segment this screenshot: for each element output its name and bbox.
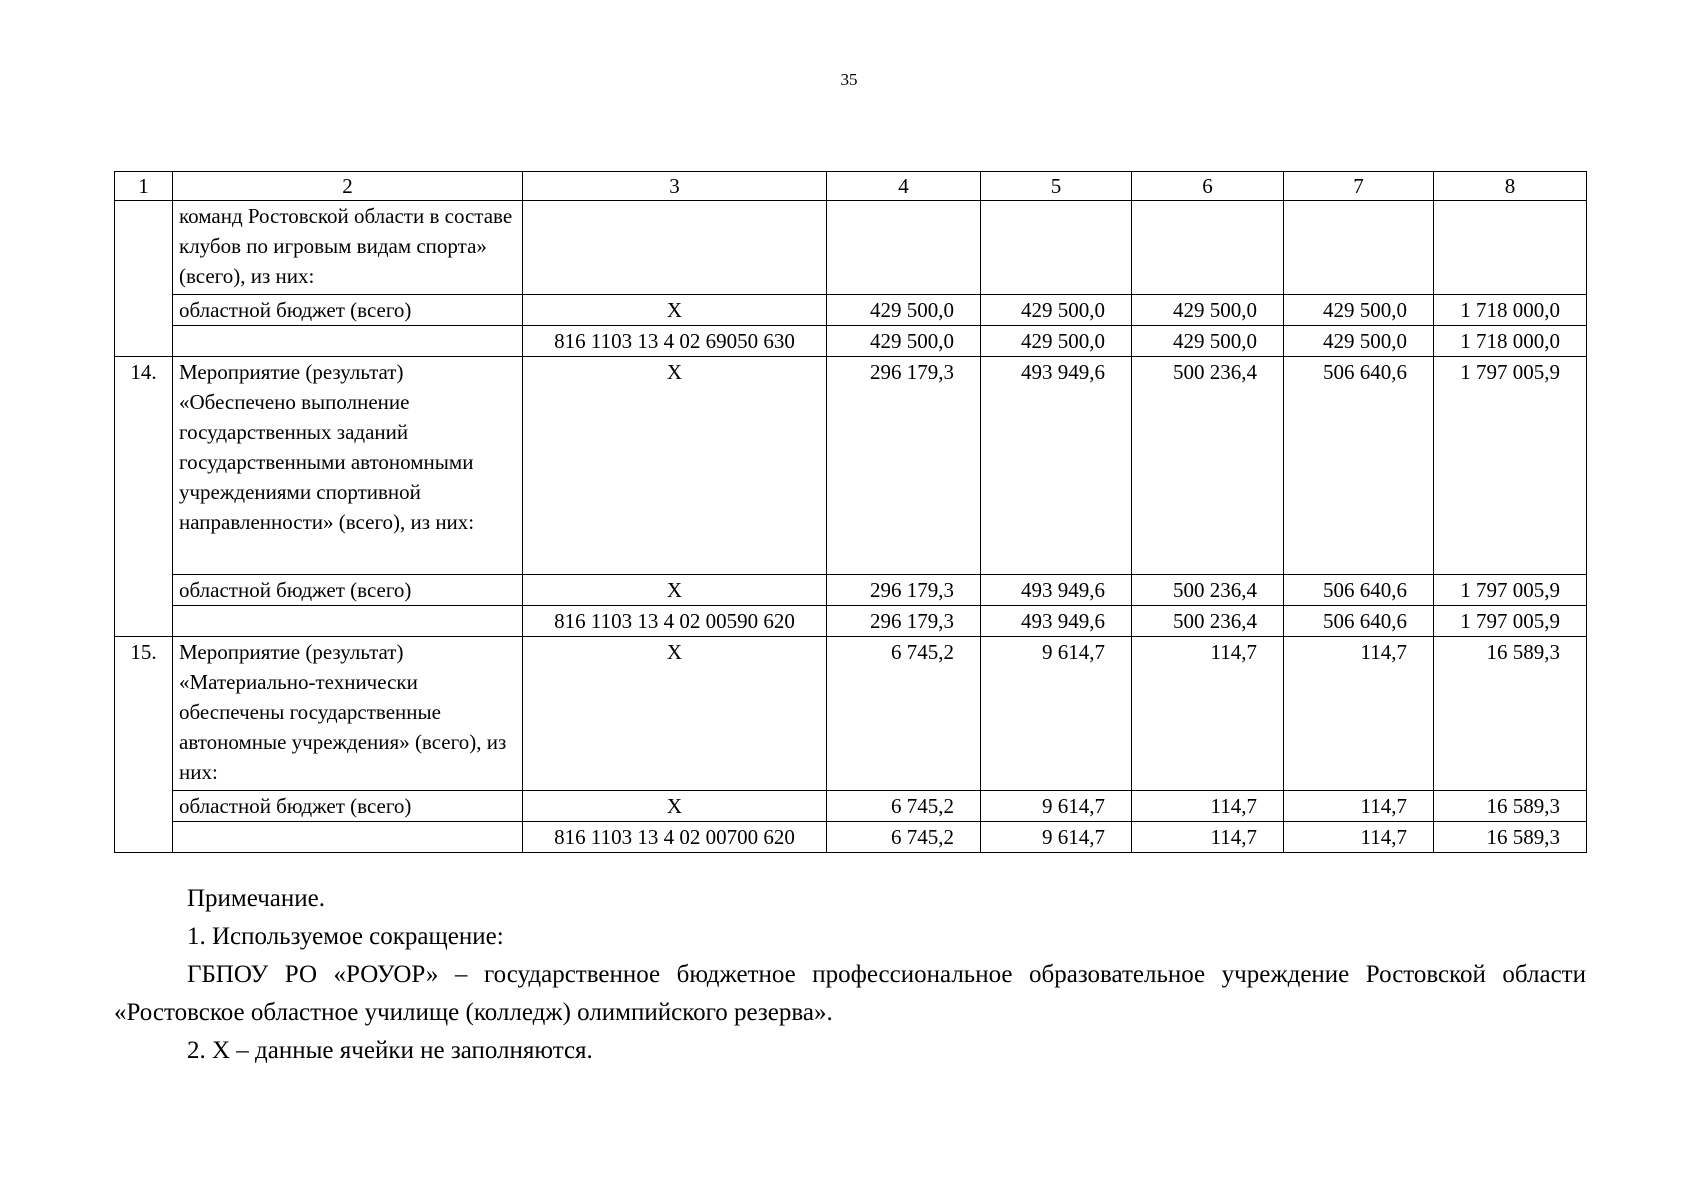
column-number: 3 [523, 172, 827, 201]
value-cell: 429 500,0 [981, 295, 1132, 326]
table-row [115, 606, 1587, 637]
table-row [115, 357, 1587, 575]
value-cell [1284, 201, 1434, 295]
value-cell: 506 640,6 [1284, 357, 1434, 575]
value-cell [981, 201, 1132, 295]
code-cell: Х [523, 295, 827, 326]
value-cell: 16 589,3 [1434, 637, 1587, 791]
row-label: областной бюджет (всего) [173, 295, 523, 326]
value-cell: 114,7 [1132, 637, 1284, 791]
column-number: 6 [1132, 172, 1284, 201]
value-cell: 506 640,6 [1284, 575, 1434, 606]
value-cell [827, 201, 981, 295]
code-cell: Х [523, 575, 827, 606]
note-abbreviation: ГБПОУ РО «РОУОР» – государственное бюджетное профессиональное образовательное учреждение Ростовской области «Ростовское областное училище (колледж) олимпийского резерва». [114, 961, 1586, 1026]
value-cell: 6 745,2 [827, 822, 981, 853]
row-label [173, 606, 523, 637]
value-cell: 429 500,0 [1284, 326, 1434, 357]
item-description: команд Ростовской области в составе клубов по игровым видам спорта» (всего), из них: [173, 201, 523, 295]
value-cell [1132, 201, 1284, 295]
item-description: Мероприятие (результат) «Обеспечено выполнение государственных заданий государственными автономными учреждениями спортивной направленности» (всего), из них: [173, 357, 523, 575]
column-number: 1 [115, 172, 173, 201]
value-cell: 16 589,3 [1434, 791, 1587, 822]
row-number-cell: 14. [115, 357, 173, 637]
row-number-cell [115, 201, 173, 357]
value-cell: 1 797 005,9 [1434, 357, 1587, 575]
code-cell [523, 201, 827, 295]
value-cell: 114,7 [1284, 791, 1434, 822]
value-cell: 114,7 [1132, 791, 1284, 822]
budget-table [114, 171, 1587, 853]
value-cell: 6 745,2 [827, 637, 981, 791]
value-cell: 429 500,0 [1284, 295, 1434, 326]
table-row [115, 575, 1587, 606]
table-row [115, 201, 1587, 295]
row-label: областной бюджет (всего) [173, 575, 523, 606]
value-cell: 429 500,0 [1132, 295, 1284, 326]
table-row [115, 791, 1587, 822]
code-cell: Х [523, 791, 827, 822]
value-cell: 296 179,3 [827, 357, 981, 575]
value-cell: 6 745,2 [827, 791, 981, 822]
value-cell [1434, 201, 1587, 295]
row-label: областной бюджет (всего) [173, 791, 523, 822]
code-cell: Х [523, 357, 827, 575]
value-cell: 296 179,3 [827, 606, 981, 637]
value-cell: 500 236,4 [1132, 357, 1284, 575]
value-cell: 493 949,6 [981, 606, 1132, 637]
value-cell: 1 718 000,0 [1434, 326, 1587, 357]
value-cell: 429 500,0 [981, 326, 1132, 357]
value-cell: 506 640,6 [1284, 606, 1434, 637]
table-row [115, 822, 1587, 853]
value-cell: 493 949,6 [981, 357, 1132, 575]
table-row [115, 295, 1587, 326]
value-cell: 9 614,7 [981, 637, 1132, 791]
value-cell: 429 500,0 [827, 326, 981, 357]
value-cell: 500 236,4 [1132, 575, 1284, 606]
note-title: Примечание. [187, 885, 326, 912]
code-cell: 816 1103 13 4 02 69050 630 [523, 326, 827, 357]
value-cell: 114,7 [1284, 637, 1434, 791]
column-number: 7 [1284, 172, 1434, 201]
column-number: 8 [1434, 172, 1587, 201]
code-cell: 816 1103 13 4 02 00590 620 [523, 606, 827, 637]
value-cell: 1 797 005,9 [1434, 606, 1587, 637]
table-row [115, 637, 1587, 791]
column-number: 4 [827, 172, 981, 201]
column-number-row [115, 172, 1587, 201]
value-cell: 493 949,6 [981, 575, 1132, 606]
code-cell: Х [523, 637, 827, 791]
item-description: Мероприятие (результат) «Материально-технически обеспечены государственные автономные учреждения» (всего), из них: [173, 637, 523, 791]
table-row [115, 326, 1587, 357]
row-label [173, 822, 523, 853]
page-number: 35 [840, 70, 858, 89]
value-cell: 429 500,0 [827, 295, 981, 326]
note-item-2: 2. Х – данные ячейки не заполняются. [187, 1037, 593, 1064]
value-cell: 1 718 000,0 [1434, 295, 1587, 326]
row-number-cell: 15. [115, 637, 173, 853]
value-cell: 9 614,7 [981, 822, 1132, 853]
value-cell: 114,7 [1284, 822, 1434, 853]
value-cell: 114,7 [1132, 822, 1284, 853]
value-cell: 429 500,0 [1132, 326, 1284, 357]
note-item-1: 1. Используемое сокращение: [187, 923, 504, 950]
code-cell: 816 1103 13 4 02 00700 620 [523, 822, 827, 853]
column-number: 5 [981, 172, 1132, 201]
value-cell: 296 179,3 [827, 575, 981, 606]
note-section [114, 880, 1586, 1070]
value-cell: 9 614,7 [981, 791, 1132, 822]
column-number: 2 [173, 172, 523, 201]
value-cell: 16 589,3 [1434, 822, 1587, 853]
row-label [173, 326, 523, 357]
value-cell: 1 797 005,9 [1434, 575, 1587, 606]
value-cell: 500 236,4 [1132, 606, 1284, 637]
